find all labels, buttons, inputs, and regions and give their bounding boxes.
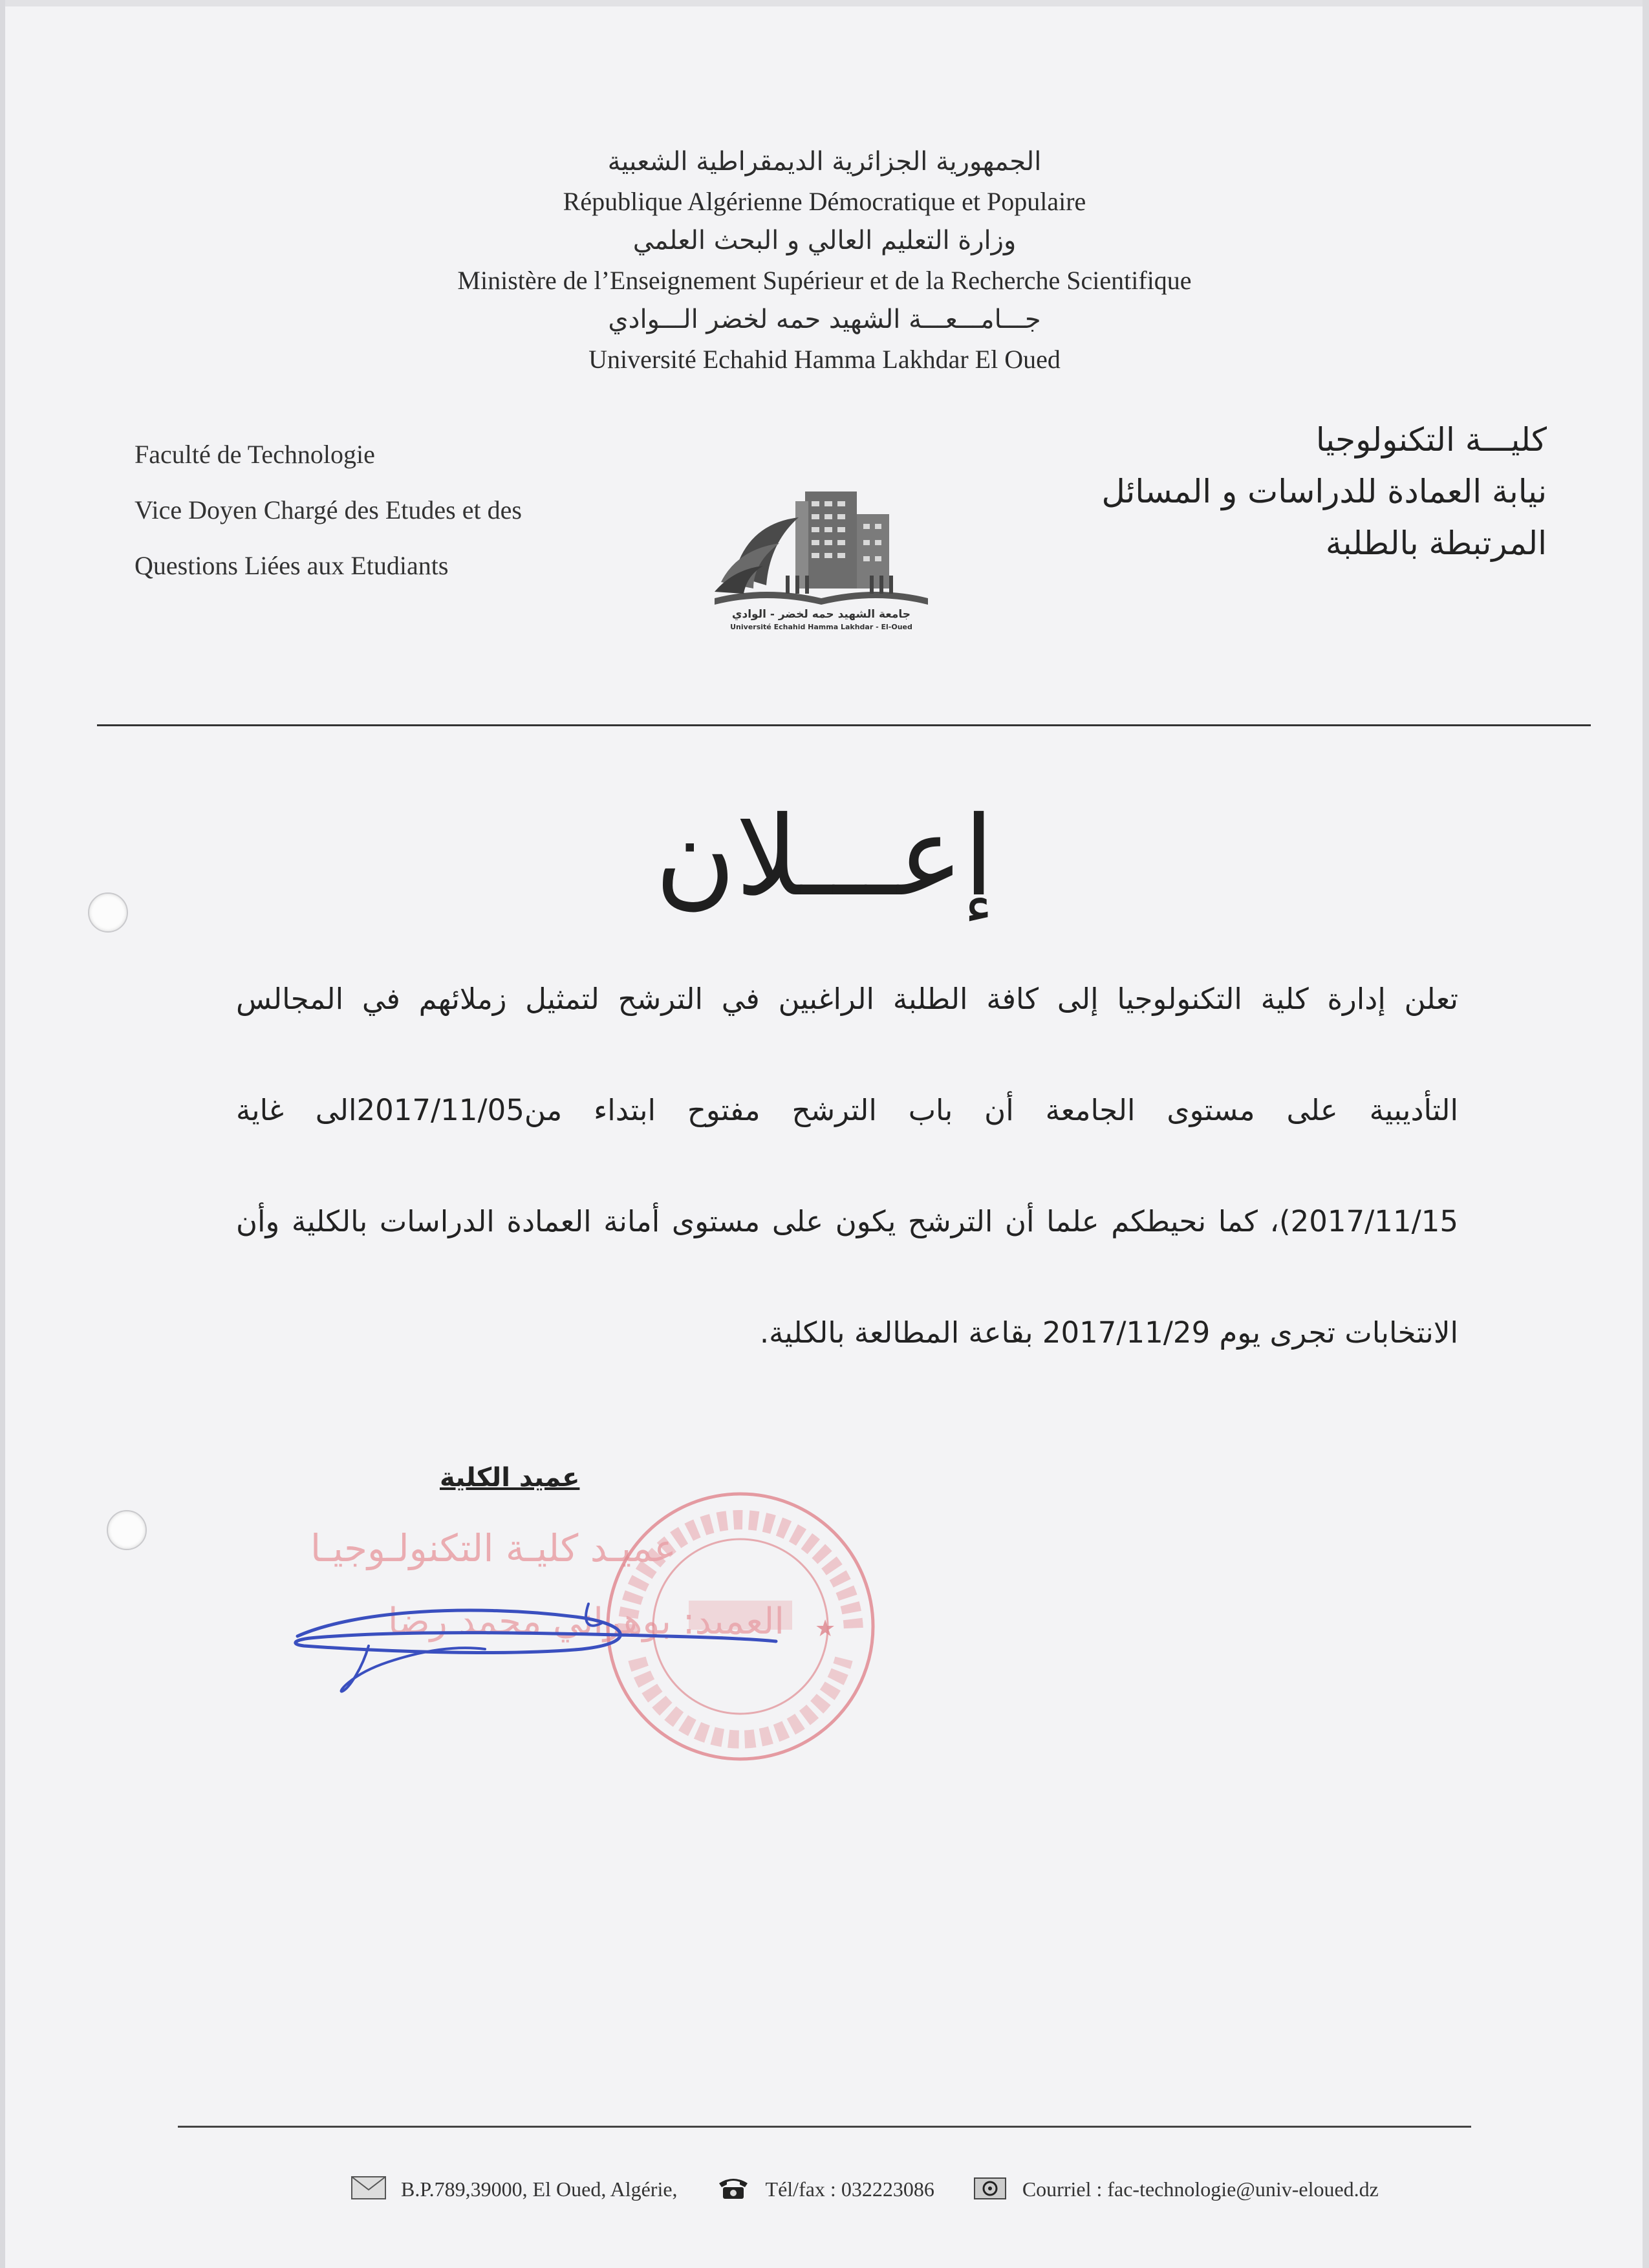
letterhead	[0, 142, 1649, 379]
faculty-ar-line3: المرتبطة بالطلبة	[1325, 524, 1547, 562]
announcement-title: إعـــلان	[654, 793, 995, 921]
logo-caption-ar: جامعة الشهيد حمه لخضر - الوادي	[731, 608, 911, 621]
announcement-line2: التأديبية على مستوى الجامعة أن باب الترشح مفتوح ابتداء من2017/11/05الى غاية	[236, 1093, 1458, 1127]
announcement-line4: الانتخابات تجرى يوم 2017/11/29 بقاعة المطالعة بالكلية.	[759, 1315, 1458, 1350]
logo-caption-fr: Université Echahid Hamma Lakhdar - El-Oued	[730, 623, 912, 631]
punch-hole-bottom	[107, 1510, 147, 1550]
faculty-fr-line2: Vice Doyen Chargé des Etudes et des	[135, 495, 522, 524]
faculty-block-fr	[135, 427, 522, 594]
announcement-line1: تعلن إدارة كلية التكنولوجيا إلى كافة الطلبة الراغبين في الترشح لتمثيل زملائهم في المجالس	[236, 982, 1458, 1016]
faculty-ar-line2: نيابة العمادة للدراسات و المسائل	[1101, 473, 1547, 510]
footer-divider	[178, 2126, 1471, 2128]
faculty-ar-line1: كليـــة التكنولوجيا	[1315, 421, 1547, 459]
announcement-line3: 2017/11/15)، كما نحيطكم علما أن الترشح يكون على مستوى أمانة العمادة الدراسات بالكلية وأن	[236, 1204, 1458, 1238]
footer-email: Courriel : fac-technologie@univ-eloued.dz	[1022, 2177, 1379, 2201]
dean-stamp-title: عميـد كليـة التكنولـوجيـا	[310, 1526, 676, 1570]
svg-text:★: ★	[815, 1615, 836, 1642]
ministry-fr: Ministère de l’Enseignement Supérieur et de la Recherche Scientifique	[457, 266, 1192, 295]
footer-address: B.P.789,39000, El Oued, Algérie,	[401, 2177, 678, 2201]
dean-label: عميد الكلية	[440, 1463, 580, 1493]
faculty-fr-line3: Questions Liées aux Etudiants	[135, 551, 449, 580]
republic-fr: République Algérienne Démocratique et Populaire	[563, 187, 1086, 216]
university-logo	[708, 479, 934, 634]
ministry-ar: وزارة التعليم العالي و البحث العلمي	[632, 226, 1017, 255]
dean-signature	[278, 1584, 782, 1707]
faculty-block-ar	[965, 414, 1547, 569]
telephone-icon	[714, 2173, 753, 2202]
page-edge-top	[0, 0, 1649, 6]
footer-phone: Tél/fax : 032223086	[765, 2177, 934, 2201]
faculty-fr-line1: Faculté de Technologie	[135, 440, 375, 469]
envelope-icon	[349, 2173, 388, 2202]
university-ar: جـــامـــعـــة الشهيد حمه لخضر الـــوادي	[608, 305, 1041, 334]
republic-ar: الجمهورية الجزائرية الديمقراطية الشعبية	[607, 147, 1042, 177]
email-icon	[971, 2173, 1009, 2202]
university-fr: Université Echahid Hamma Lakhdar El Oued	[588, 345, 1061, 374]
footer-contact	[349, 2173, 1379, 2218]
announcement-body	[236, 973, 1458, 1418]
dean-stamp-name: العميد: بوهراني محمد رضا	[388, 1601, 784, 1643]
header-divider	[97, 724, 1591, 726]
